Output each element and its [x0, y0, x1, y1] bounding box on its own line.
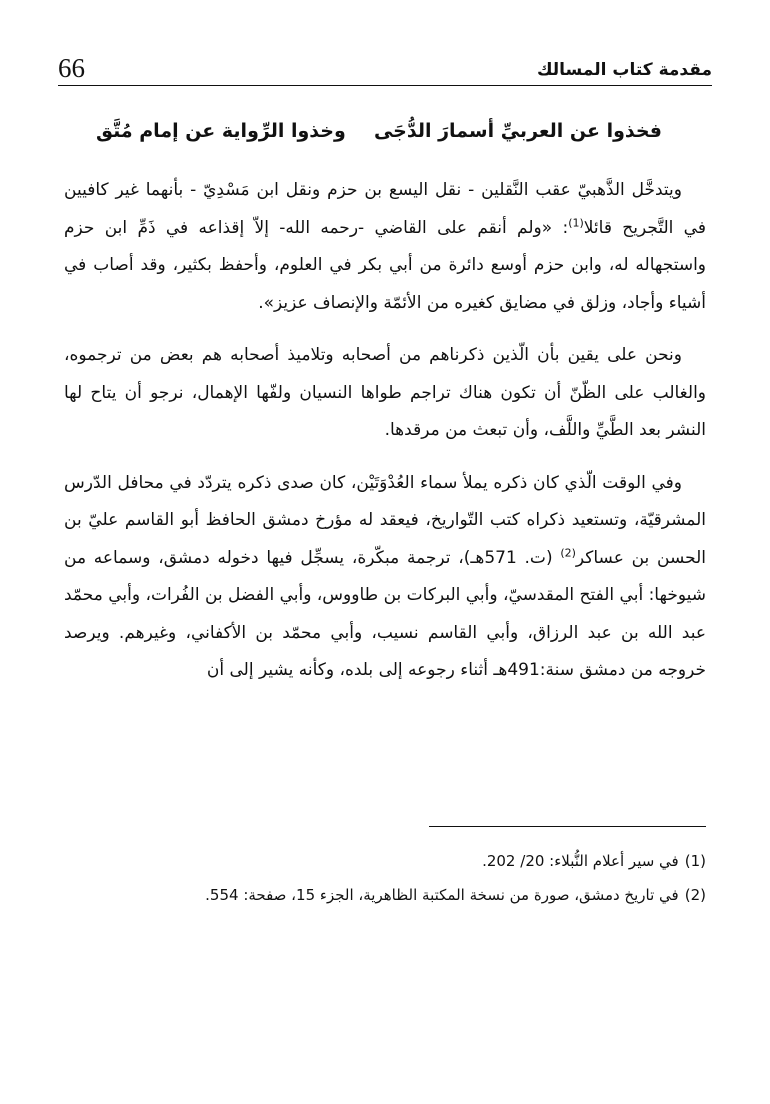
- footnote-1-text: في سير أعلام النُّبلاء: 20/ 202.: [482, 852, 679, 870]
- footnote-2: [64, 878, 706, 912]
- paragraph-1-text-b: : «ولم أنقم على القاضي -رحمه الله- إلاّ إقذاعه في ذَمِّ ابن حزم واستجهاله له، وابن حزم أوسع دائرة من أبي بكر في العلوم، وأحفظ بكثير، وقد أصاب في أشياء وأجاد، وزلق في مضايق كغيره من الأئمّة والإنصاف عزيز».: [64, 217, 706, 313]
- header-title: مقدمة كتاب المسالك: [536, 60, 712, 80]
- paragraph-3-text-b: (ت. 571هـ)، ترجمة مبكّرة، يسجِّل فيها دخوله دمشق، وسماعه من شيوخها: أبي الفتح المقدسيّ، وأبي البركات بن طاووس، وأبي الفضل بن الفُرات، وأبي محمّد عبد الله بن عبد الرزاق، وأبي القاسم نسيب، وأبي محمّد بن الأكفاني، وغيرهم. ويرصد خروجه من دمشق سنة:491هـ أثناء رجوعه إلى بلده، وكأنه يشير إلى أن: [64, 547, 706, 680]
- body-text: [64, 172, 706, 705]
- footnote-1-number: (1): [684, 852, 706, 870]
- footnote-ref-1: (1): [568, 215, 584, 229]
- verse-hemistich-right: فخذوا عن العربيِّ أسمارَ الدُّجَى: [373, 120, 662, 142]
- paragraph-3-text-a: وفي الوقت الّذي كان ذكره يملأ سماء العُدْوَتَيْن، كان صدى ذكره يتردّد في محافل الدّرس المشرقيّة، وتستعيد ذكراه كتب التّواريخ، فيعقد له مؤرخ دمشق الحافظ أبو القاسم عليّ بن الحسن بن عساكر: [64, 472, 706, 568]
- poem-verse: [96, 120, 662, 142]
- paragraph-1-text-a: ويتدخَّل الذَّهبيّ عقب النَّقلين - نقل اليسع بن حزم ونقل ابن مَسْدِيّ - بأنهما غير كافيين في التَّجريح قائلا: [64, 180, 706, 238]
- paragraph-1: [64, 172, 706, 322]
- page-number: 66: [58, 53, 85, 83]
- footnote-separator: [429, 826, 706, 827]
- verse-hemistich-left: وخذوا الرِّواية عن إمام مُتَّق: [96, 120, 346, 142]
- footnote-ref-2: (2): [560, 545, 576, 559]
- paragraph-3: [64, 465, 706, 690]
- footnote-2-number: (2): [684, 886, 706, 904]
- footnote-1: [64, 844, 706, 878]
- footnote-2-text: في تاريخ دمشق، صورة من نسخة المكتبة الظاهرية، الجزء 15، صفحة: 554.: [205, 886, 679, 904]
- footnotes: [64, 844, 706, 912]
- running-header: [58, 46, 712, 84]
- header-rule: [58, 85, 712, 86]
- paragraph-2: ونحن على يقين بأن الّذين ذكرناهم من أصحابه وتلاميذ أصحابه هم بعض من ترجموه، والغالب على الظّنّ أن تكون هناك تراجم طواها النسيان ولفّها الإهمال، نرجو أن يتاح لها النشر بعد الطَّيِّ واللَّف، وأن تبعث من مرقدها.: [64, 345, 706, 440]
